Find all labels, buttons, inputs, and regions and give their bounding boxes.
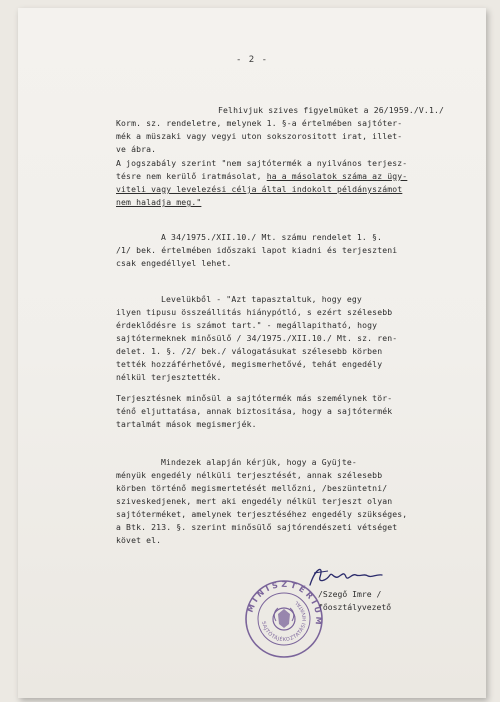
- text-line: tartalmát mások megismerjék.: [116, 419, 257, 429]
- text-line: ténő eljuttatása, annak biztositása, hogy a sajtótermék: [116, 406, 393, 416]
- underlined-text: nem haladja meg.": [116, 197, 202, 207]
- official-stamp: [243, 578, 325, 660]
- text-line: Mindezek alapján kérjük, hogy a Gyüjte-: [161, 457, 357, 467]
- text-line: a Btk. 213. §. szerint minősülő sajtórendészeti vétséget: [116, 522, 398, 532]
- text-line: Felhivjuk szives figyelmüket a 26/1959./V.1./: [218, 105, 445, 115]
- text-line: Terjesztésnek minősül a sajtótermék más személynek tör-: [116, 393, 393, 403]
- signatory-name: /Szegő Imre /: [318, 589, 382, 599]
- text-line: ilyen tipusu összeállitás hiánypótló, s ezért szélesebb: [116, 307, 393, 317]
- text-line: mék a müszaki vagy vegyi uton sokszorositott irat, illet-: [116, 131, 403, 141]
- text-line: delet. 1. §. /2/ bek./ válogatásukat szélesebb körben: [116, 346, 383, 356]
- text-line: tették hozzáférhetővé, megismerhetővé, tehát engedély: [116, 359, 383, 369]
- text-line: sziveskedjenek, mert aki engedély nélkül terjeszt olyan: [116, 496, 393, 506]
- signatory-title: főosztályvezető: [318, 602, 392, 612]
- stamp-inner-text: SAJTÓTÁJÉKOZTATÁSI HIVATAL: [260, 598, 309, 644]
- text-line: ményük engedély nélküli terjesztését, annak szélesebb: [116, 470, 383, 480]
- text-line: ve ábra.: [116, 144, 157, 154]
- text-line: körben történő megismertetését mellőzni, /beszüntetni/: [116, 483, 388, 493]
- text-line: [116, 170, 476, 183]
- underlined-text: viteli vagy levelezési célja által indokolt példányszámot: [116, 184, 403, 194]
- text-line: nélkül terjesztették.: [116, 372, 222, 382]
- text-line: Korm. sz. rendeletre, melynek 1. §-a értelmében sajtóter-: [116, 118, 403, 128]
- text-line: /1/ bek. értelmében időszaki lapot kiadni és terjeszteni: [116, 245, 398, 255]
- text-line: érdeklődésre is számot tart." - megállapitható, hogy: [116, 320, 378, 330]
- text-line: sajtótermeknek minősülő / 34/1975./XII.10./ Mt. sz. ren-: [116, 333, 398, 343]
- text-line: sajtóterméket, amelynek terjesztéséhez engedély szükséges,: [116, 509, 408, 519]
- text-line: követ el.: [116, 535, 162, 545]
- document-page: [18, 8, 486, 698]
- stamp-outer-text: MINISZTÉRIUM: [245, 579, 324, 628]
- text-line: A 34/1975./XII.10./ Mt. számu rendelet 1. §.: [161, 232, 383, 242]
- page-number: - 2 -: [235, 55, 269, 65]
- text-fragment: tésre nem kerülő iratmásolat,: [116, 171, 267, 181]
- text-line: csak engedéllyel lehet.: [116, 258, 232, 268]
- text-line: A jogszabály szerint "nem sajtótermék a nyilvános terjesz-: [116, 158, 408, 168]
- underlined-text: ha a másolatok száma az ügy-: [266, 171, 408, 181]
- text-line: Levelükből - "Azt tapasztaltuk, hogy egy: [161, 294, 362, 304]
